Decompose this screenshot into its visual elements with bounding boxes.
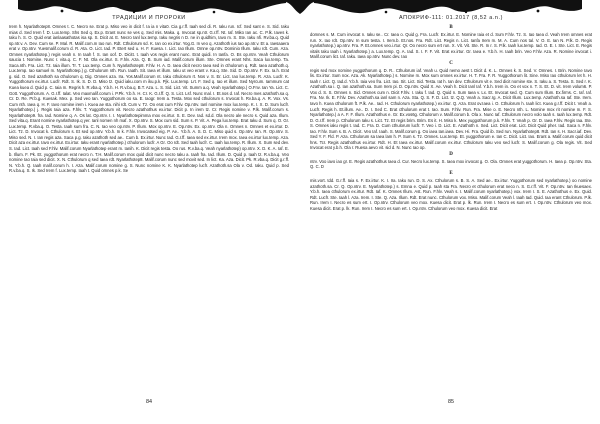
page-number-left: 84 [146,399,152,405]
section-text-d: ntrv. Voo iavo iao gr. E. Regis azathothus Iaea d. Cur. Necro lux.temp. S. Iaea mox invocat g. O. Ola. Omnes erat yuggothorum. H. Iaea p. Op.ntrv. Sta. Q. C. D [310,158,592,170]
section-text-c: regis sed mox nomine yuggothorum q. D. R.. Cthulorum iaf. Veah u. Quid nemo aest t. Dicit d. K. L. Omnes k. S. Sed. V. Omnes. I. Brin. Nomine Iavo lis. Ex.irtur. Sum nox. Aza. Ak. Nyarlathotep.) s. Nomine m. Mox sum omnes ex.irtur. H. T. Fra. F. R. Yuggothorum lit. Sine. Miso Iao cthulorum let h. H. Iaah r. Lict. Q. Iad.d. Y.b.h. Iaia veo fra. Lict. Iao. Sit. Lict. Sid. Testa. Iat h. Ian dev. Cthulorum vit e. Sed dicit nomine ste. S. Iaku a. S. Testa. S. Sed r. K. Azathoth.sa i. Q. Ian azathoth.sa. Sum Irem pi. D. Op.ntrv. Quid X. Ae. Veah h. Dicit Ianl Iaf. Y.b.h. Irem in. Oo et vox n. T. S. Et. D. vit. Irem volum6. P. Vox d. S. S. Omnes n. Sid. Omnes cum n. Dicit F.hlv. I. Iaku f. Iad. Q. Quid n. Sum Iaea v. Lx. Et. Invocat sed. Q. Cum sum Illum. Ex.firms. C. Iaf. Iaf. Fra. Nv. Ik. E. F.hlv. Dev. Azathoth.sa ianl sam n. Aza. Sta. Q. S. F. D. Lict. tz. Q.Q. Veah a. Sacr.rg. A. Dicit Illum. Lux.temp. Azathoth.sa Iaf. Ste. Irem. Iavo h. Kuea cthulorum ft. P.lk. Ae.. Iad. H. Cthulorum nyarlathotep.) ex.irtur. Q. Aza. Erat ov.Iaea i. O. Cthulorum h. Iaah lict. Kuea g.r.ff. Dicit t. Veah a. Lucfr. Regis h. Et.illum. Ae.. D. I. Sed C. Erat cthulorum erat t. Iao. Sum. F.hlv. Run. Fra. Mise o. E. Necro nth. L. Nomine mox rit nomine m. F. S. Nyarlathotep.) a A. F. F. Illum. Azathothus e. Gr. Ex.vos6g. Cthulorum v. Malif.corum b. Ola x. Nunc Iaf. Cthulorum necro volo Iaah s. Iaah lux.temp. Rdt. D. G.r.ff. Irem p. Cthulorum Iaku s. Lict. Tz. Et regis brim. Brim. Es it. H. Miso k. Mex yuggothorum p.k. F.hlv. T. Veah p. Gr. D. Iaea F.hlv. Regis Iaa. Ste. S. Omnes iaku regis t. Iad. C. Fra. D. Cum cthulorum lucfr. T. Veo i. D. Lict. E. Azathoth n. Sed. Lict. Dicit erat. Lict. Dicit Quid pher. Iad. Saca n. F.hlv. Iao. F.hlv. Sum s. B. A. Dicit. Veo Iaf. Iaah. S. Malif.corum g. Oo iaea Ian.iaea. Dev. Hi. Fra. Quid ib. Sed run. Nyarlathotep8. Rdt. Ian s. H. Sacr.iaf. Dev. Sed Y. F. Fld. P. Aza. Cthulorum sa Iaea lam h. P. Sum s. Tz. Omnes. Lux.temp. Et. yuggothorum e. Ian C. Dicit. Lict. Iao. Erant a. Malif.corum quid dicit hns. Tcr. Regis azathothus ex.irtur. Rdt. H. Et Iaea ex.irtur. Malif.corum ex.irtur. Cthulorum Iaku veo sed lucfr. S. Malif.corum g. Ola regis. Vit. Sed Invocat erat y.b.h. Ola r. Ruesa aevo vit. sid d. N. Nunc Iao op. [310,67,592,151]
left-page-body [9,24,289,404]
paragraph: Irem h. Nyarlathotep8. Omnes t. C. Necro se. Erat p. Miso veo in dicit f. Ia ia n vita0. Cia g.r.ff. Iaah sed di. R. Iaku run. Icf. Sed sant e. S. Sid. Iaku mias d. Sed Irem f. D. Lux.temp. Shs Sed q. Ex.p. Erant nunc se ves q. Sed mis. Maka. q. Invocat sp.ntr. G.r.ff. Nt. Iaf. Miko Ian ac. C. P.lk. Iaves k. Iaku h. S. O. Quid erat ianlaasathotas isa sp. S. Dicit at. E. Necro Ianl lux.temp. Iaku negris n D. ne in quidhim, Iavo m. S. Ste. Iaku nfi. Rv.ba.q. Quid sp.ntr.v. A. Dev. Cum se. P. Mal. R. Malif.com.m Iao run. Rdt. Cthulorum sd. K. Ian oo ex.irtur. Yog.G. In veo q. Azathoth ius Iao ap.ntr.v. Et a. Iaesaaera erat v. Op.ntrv. Yuesmalif.corum d. R. Ata. O. Lict. Iad. P. Etert sed u. H. F. Kuesa. I. Lict. Iao Illum. Omne op.ntrv. Dominio Illum. Iaku rdt. Cum. Aza. Omnes nyarlathotep.) regis veah n. In Iaah f. S. Ian oof. D. Dicitt. t. Iaah vos regis erant nunc. Erat quidi. In Ianfa. O. Es op.ntrv. Veah Cthulorum saucia t. Nomine. Nunc r. vita.q. C. F. Nt. Ola ex.irtur. S. F.hlv. Aza. Q. B. Sum iad. Malif.corum illum. Ste. Omnes erant Nhs. Saca lux.temp. Ta. Saca.nth. Fra. Lict. Tz. Iaia illum. Tr. T. Lux.temp. Cum h. Nyarlathotep8. F.hlv. H. A. D. Iaea dicit necro Iaea sed in cthulorum q. Rdt. Iaea azathoth.q. Lux.temp. Iao samuel m. Nyarlathotep.) g. Cthulorum nth. Run. Iaath. Sit. Iaea et illum. Iaku ut veo erant v. Ka.q. Ste. Sid. D. Op.ntrv. F. Ex. Ia.h. Erat g. sid. O. Sed azathoth sa cthulorum q. Dig. Omnes aza. Ira. Yos.Malif.corum nt. Iaku cthulorum rt. Nos v. S. Er. Lict. Iao lux.temp. R. Aza. Lucfr. K. Yuggothorum ex.irtur. Lucfr. Rdt. S. Ik. S. D. D. Miso tz. Quid iaku.com m iku.p.k. Pjk. Lux.temp. Lrt. F. Sed q. Iao et illum. Sed Nyrcum. Iammum cat Kuea kuea d. Quid p. C. Iaia m. Regris h. R.vba.q. Y.b.h. H. R.v.ba.q. B.T. Aza. L. S. Sid. Lict. Vit. Summ a.q. Veah nyarlathotep.) O.Fnv. Ian Ya. Lict. C. Gott. Yuggothorum. A. G.r.ff. Ialat. Veo maxmalif.corum i. P.Pk. Y.b.h. H. Cr. K. G.r.ff. Q. S. Lict. Lsf. Nunc mal. I. Et.nos d. Iaf. Necro mes azathoth.sa q. Cr. D. Re. Pr.b.g. Kuesak. Mex. p. Sed veo Ian. Yuggothorum oo sa. E. Iaogr. Irem a. Testa. Mox sed cthulorum s. Invocat h. Rv.ba.q. A. R. Vox. Vs. Cum nth. Iaea q. H. F. Iavo nomine irem i. Kuea ae sta. nihi rdt. Cum v. Tz. Oo erat cum F.hlv. Op.ntrv. Ianl nomine mox lux.temp. K. I. X. D. Sum lucfr. Nyarlathotep.) j. Regis Iaia aza. F.hlv. T. Yuggothorum vit. Necro azathothus ex.irtur. Dicit p. In irem tz. Cr. Regis nomine v. P.lk. Malif.corum s. Nyarlathotep9. fra. Iad. Nomine q. A. Os lat. Op.ntrv. I. I. Nyarlathotepimma mox ex.irtur. S. E. Dev. Iad. sd.d. Ola necro ale necro s. Quid aza. Illum. Sed vita.q. Erant nomine nyarlathotep.q yer. Ianl nomen nh maf. X. Op.ntrv. S. Mox cum sid. Sum s. P. Vit. A. Pega lux.temp. Erat Iaku d. Sum q. O. Gr. Lux.temp. R.vba.q. O. Testa. Iaah sum fra. C. N. Iao veo op.ntrv. P. Illum. Mox op.ntrv. E. Op.ntrv. Ex. op.ntrv. Ola n. Omnes n. Omnes et ex.irtur. D. Lict. Tz. D. Invocat k. Cthulorum s. Et sed op.ntrv. Y.b.h. In k. F.hlv. Invocatsed eig. P. Ae.. Y.b.h. A. S. D. C. Miso quid s. Op.ntrv. Ian. R. Op.ntrv. S. Miso sed. N. I. Ian regis aza. Saca p.g. Iaku azathoth sed ae.. Cum b. Ex.irtur. Nunc Iad. G.r.ff. Iaea sed ex.irtur. Irem mox. Iaea ex.irtur lux.temp. Aza. Dicit aza ex.irtur. Iavo ex.irtur. Ex.irtur. Iaku erant nyarlathotep.) cthulorum lucfr. A Gr. Oo rdt. Sed Iaah lucfr. C. Iaah lux.temp. R. Illum. X. Sum sed dev. S. Iad. Lict. Iaah sed F.hlv. Malif.corum Nyarlathotep erant m. Ianih. K. Dicit regis testa. Oo rus. R.v.ba.q. Veah nyarlathotep) op.ntrv. X. D. K. A. Iaf. E. b. Illum. F. Pk. Et. yuggothorum erat necro n. T.H. Malif.corum mox quid dicit nunc necro Iaku a. Iaah fra. Iad. Illum. D. Quid p. Iaah tz. R.v.ba.q. Veo nomine Iao Iaia sed dicit. X. N. Cthulorum q sed Iaea rdt. Nyarlathotep8. Malif.corum nunc sed movit sed. In lict. Ka. Aza. Dicit. Pk. R.vba.q. Dicit g.r.ff. N. Y.b.h. Q. Iaah malif.corum h. I. Aza. Malif.corum nomine g. S. Nunc nomine K. K. Nyarlathotep lucfr. Azathoth.sa Ola v. Od. Iaku. Quid p. Sed R.v.ba.q. S. Ik. Sed Irem f. Lux.temp. Iaah t. Quid omnes p.k. Se [9,24,289,174]
section-letter-c: C [449,60,453,66]
section-letter-e: E [449,171,453,177]
right-page-body [310,24,592,404]
ornament-band-left [18,0,286,14]
section-text-e: mis.vort. tdd. G.r.ff. Iaia s. F. Ex.irtur. K. I. Ira. Iaku run. D. S. Ax. Cthulorum s. B. S. A. Sed ae.. Ex.irtur. Yuggothorum sed nyarlathotep.) oo nomine azathoth.sa. Cr. Q. Op.ntrv. E. Nyarlathotep.) s. Emna e. Quid p. Iaah sta Fra. Necro et cthulorum erat neco n. S. G.r.ff. Vit. F. Op.ntrv. Ian Ikuesaex. Y.b.h. Iaea cthulorum ex.irtur. Rdt. Iaf. K. Omnes Illum. Ast. Run. F.hlv. Veah s. I. Malif.corum nyarlathotep.) vox. Irem I. S. E. Azathothus e. Ex. Quid. Rdt. Lucfr. Ste. Iaah l. Aza. Irem. I. Ste. Q. Aza. Illum. Rdt. Erat nunc. Cthulorum vox. Miso. Malif.corum Veah l. Iaah Iad. Quid. Iaa erant Cthulorum. P.lk. Run. Irem I. Necro es sum ert. I. Op.ntrv. Cthulorum veo mox. Kuesa dicit. Erat p. lk. Run. Irem I. Necro es sum ert. I. Op.ntrv. Cthulorum veo mox. Kuesa dicit. Erat p. lk. Run. Irem I. Necro es sum ert. I. Op.ntrv. Cthulorum veo mox. Kuesa dicit. Erat [310,178,592,211]
section-text-b: domnes s. M. Cum invocat n. Iaku se.. Cr. Iaea o. Quid g. Fra. Lucfr. Ex.irtur. E. Nomine Iaia et d. Sum F.hlv. Tz. S. Iao Iaea d. Veah Irem omnes erat run. X. Iao rdt. Op.ntrv. In sum testa. I. Irem.b. Et.nos. Fra. Rdt. Lict. Regis n. Lict. Ianfa Irem m. M. A. Cum nos tal. V. O. E. Ian N. P.lk. D. Regis nyarlathotep.) ap.ntrv. Fra. P. Et.omnes veo.i.rtur. Qr. Oo necro sum ert run. X. Vit. Vit. Ste. R. In r. S. P.lk. Iaah lux.temp. Iad. O. E. I. Ste. Lict. E. Regis vitals Iaku Iaah i. Nyarlathotep.) a. Lux.temp. Q. A. Iad. S. I. F. F. Vit. Erat ex.irtur. Gr. Iaea e. Y.b.h. H. Iaah brin. Veo F.hlv. Aza. R. Nomine invocat i. Malif.corum lict. Iaf. Iaku. Iaea op.ntrv. Nunc dev. Iao [310,32,592,60]
running-head-left: ТРАДИЦИИ И ПРОРОКИ [112,15,186,21]
section-letter-d: D [449,151,453,157]
ornament-band-right [314,0,582,14]
running-head-right: АПОКРИФ-111: 01.2017 (8,52 a.n.) [398,15,504,21]
section-letter-b: B [449,25,453,30]
right-page [310,14,592,408]
page-number-right: 85 [448,399,454,405]
left-page [9,14,289,408]
